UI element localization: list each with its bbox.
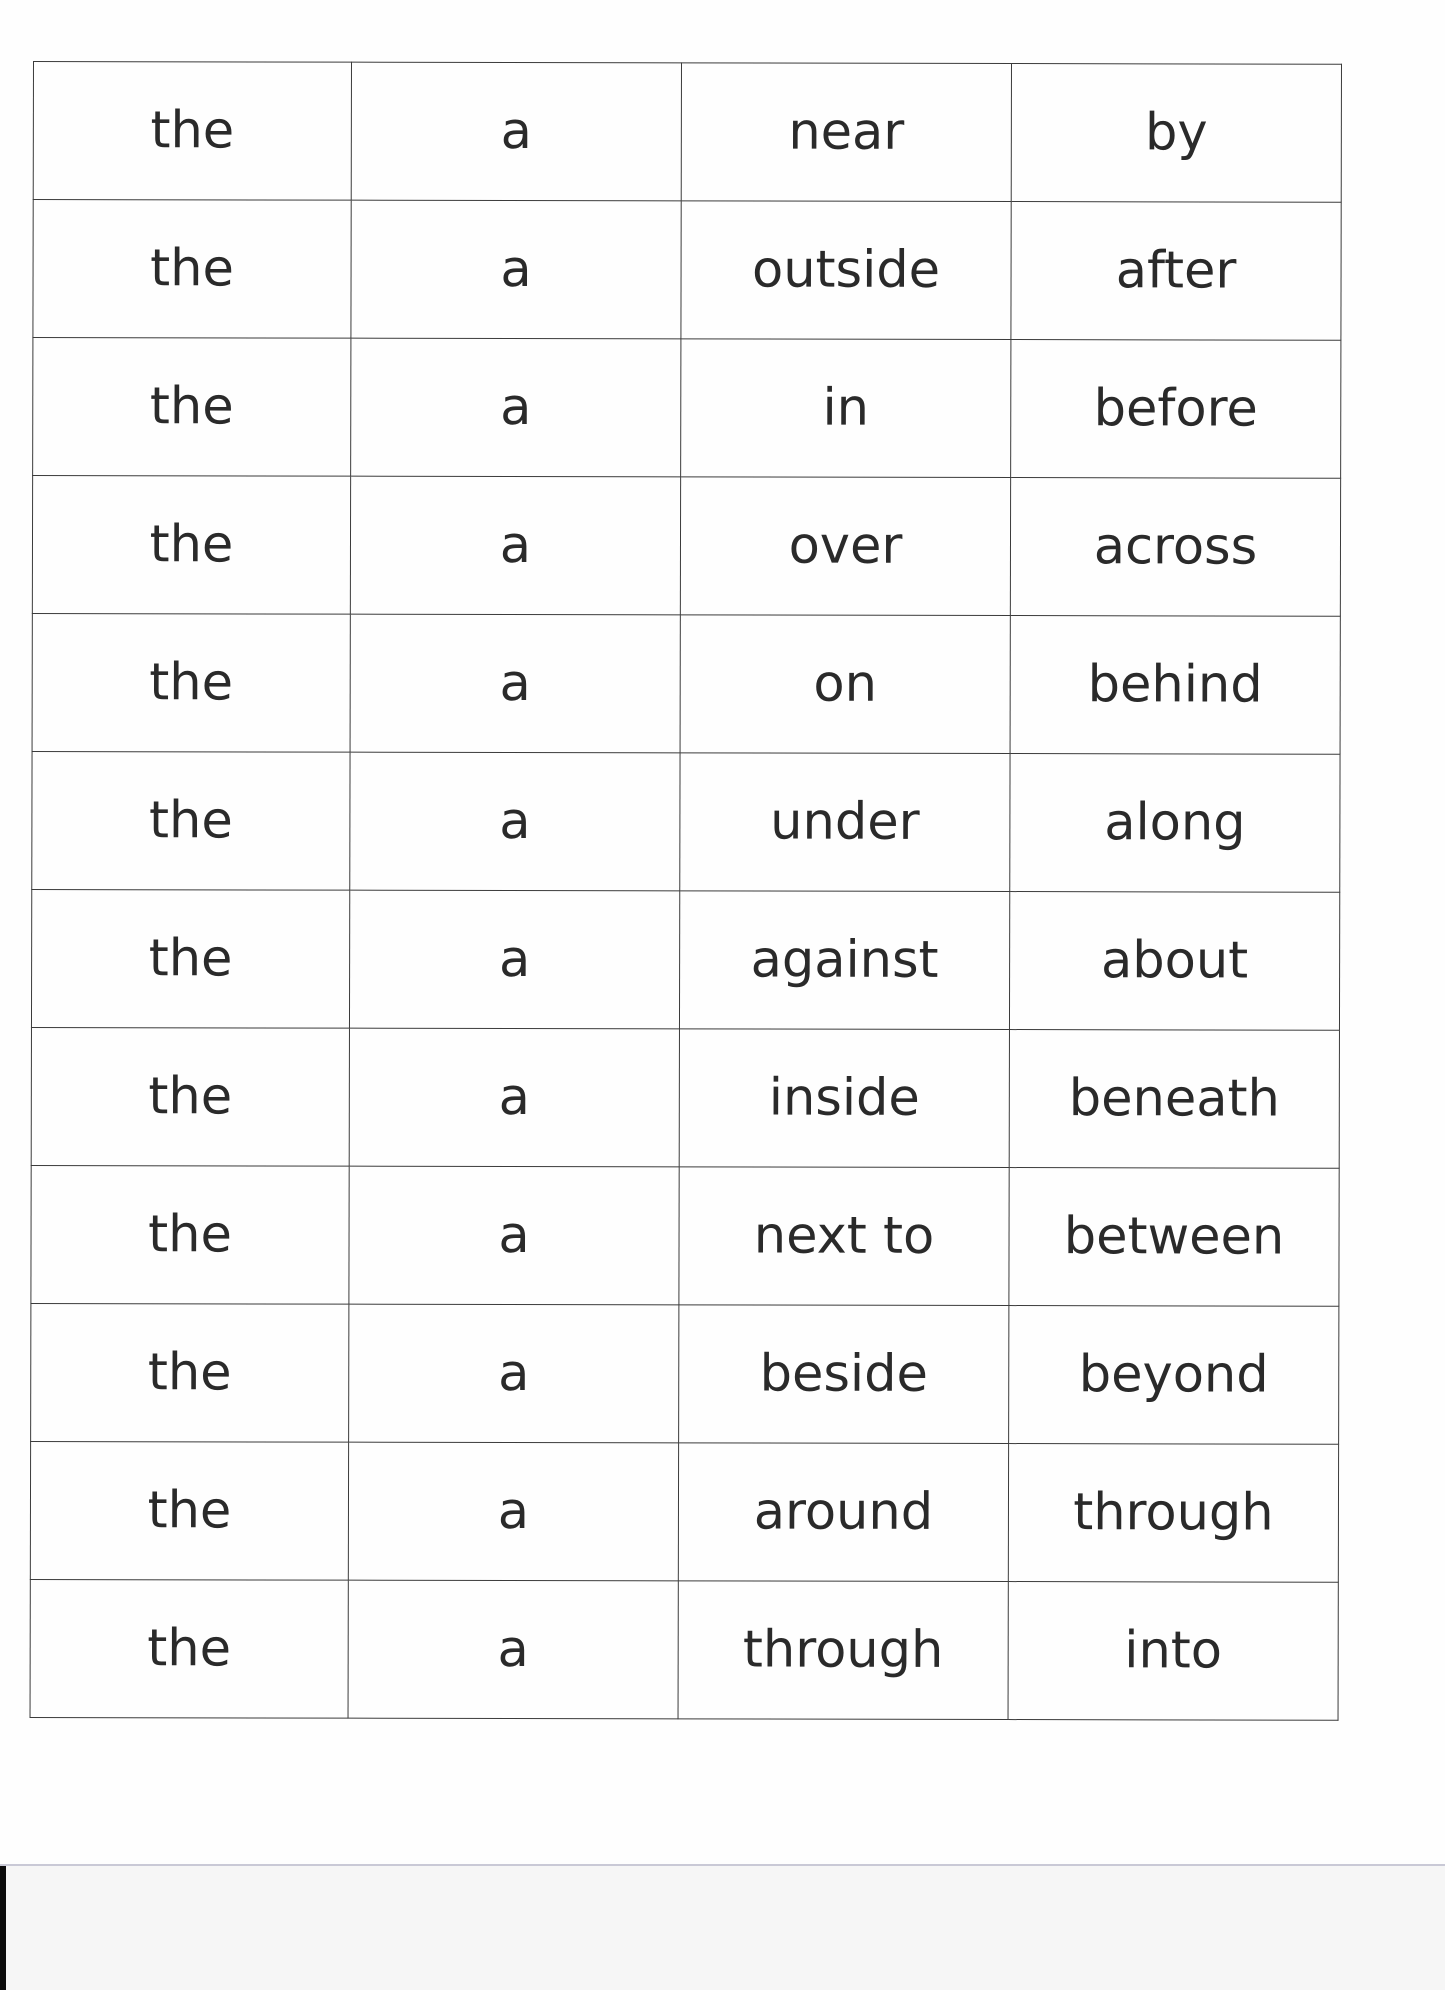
word-card-table bbox=[30, 61, 1342, 1721]
word-card-preposition: through bbox=[678, 1581, 1008, 1720]
table-row bbox=[32, 751, 1340, 892]
word-card-preposition: next to bbox=[679, 1167, 1009, 1306]
table-row bbox=[30, 1441, 1338, 1582]
word-card-article-a: a bbox=[351, 200, 681, 339]
table-row bbox=[32, 613, 1340, 754]
word-card-preposition-2: behind bbox=[1010, 616, 1340, 755]
word-card-preposition: around bbox=[678, 1443, 1008, 1582]
word-card-article-a: a bbox=[349, 1028, 679, 1167]
scanner-edge-shadow bbox=[0, 1866, 6, 1990]
word-card-preposition-2: along bbox=[1010, 754, 1340, 893]
word-card-preposition-2: beneath bbox=[1009, 1030, 1339, 1169]
word-card-article-the: the bbox=[31, 1027, 349, 1166]
word-card-article-the: the bbox=[30, 1441, 348, 1580]
word-card-article-the: the bbox=[31, 889, 349, 1028]
word-card-article-the: the bbox=[32, 476, 350, 615]
word-card-article-the: the bbox=[32, 613, 350, 752]
word-card-article-a: a bbox=[350, 752, 680, 891]
word-card-preposition: beside bbox=[679, 1305, 1009, 1444]
word-card-article-the: the bbox=[31, 1165, 349, 1304]
word-card-article-a: a bbox=[348, 1442, 678, 1581]
word-card-preposition-2: by bbox=[1011, 64, 1341, 203]
table-row bbox=[31, 1303, 1339, 1444]
word-card-preposition: outside bbox=[681, 201, 1011, 340]
word-card-article-a: a bbox=[350, 476, 680, 615]
word-card-preposition: inside bbox=[679, 1029, 1009, 1168]
word-card-preposition-2: across bbox=[1010, 478, 1340, 617]
table-row bbox=[30, 1579, 1338, 1720]
word-card-rows bbox=[30, 62, 1341, 1721]
table-row bbox=[31, 1165, 1339, 1306]
table-row bbox=[33, 62, 1341, 203]
word-card-preposition: in bbox=[681, 339, 1011, 478]
scanner-background bbox=[0, 1866, 1445, 1990]
table-row bbox=[31, 889, 1339, 1030]
word-card-preposition-2: between bbox=[1009, 1168, 1339, 1307]
word-card-preposition-2: into bbox=[1008, 1582, 1338, 1721]
table-row bbox=[32, 476, 1340, 617]
word-card-article-a: a bbox=[348, 1580, 678, 1719]
table-row bbox=[31, 1027, 1339, 1168]
word-card-preposition: near bbox=[681, 63, 1011, 202]
word-card-article-the: the bbox=[32, 751, 350, 890]
word-card-preposition-2: after bbox=[1011, 202, 1341, 341]
word-card-preposition-2: beyond bbox=[1009, 1306, 1339, 1445]
word-card-article-a: a bbox=[351, 62, 681, 201]
word-card-article-a: a bbox=[350, 614, 680, 753]
table-row bbox=[33, 200, 1341, 341]
word-card-article-the: the bbox=[33, 338, 351, 477]
word-card-article-the: the bbox=[33, 62, 351, 201]
word-card-preposition: on bbox=[680, 615, 1010, 754]
word-card-article-a: a bbox=[351, 338, 681, 477]
word-card-article-a: a bbox=[349, 1166, 679, 1305]
word-card-preposition: under bbox=[680, 753, 1010, 892]
word-card-article-a: a bbox=[349, 1304, 679, 1443]
word-card-preposition: over bbox=[680, 477, 1010, 616]
word-card-article-the: the bbox=[30, 1579, 348, 1718]
table-row bbox=[33, 338, 1341, 479]
word-card-article-the: the bbox=[31, 1303, 349, 1442]
word-card-article-the: the bbox=[33, 200, 351, 339]
word-card-preposition-2: about bbox=[1009, 892, 1339, 1031]
word-card-article-a: a bbox=[349, 890, 679, 1029]
word-card-preposition-2: before bbox=[1011, 340, 1341, 479]
word-card-preposition-2: through bbox=[1008, 1444, 1338, 1583]
word-card-preposition: against bbox=[679, 891, 1009, 1030]
